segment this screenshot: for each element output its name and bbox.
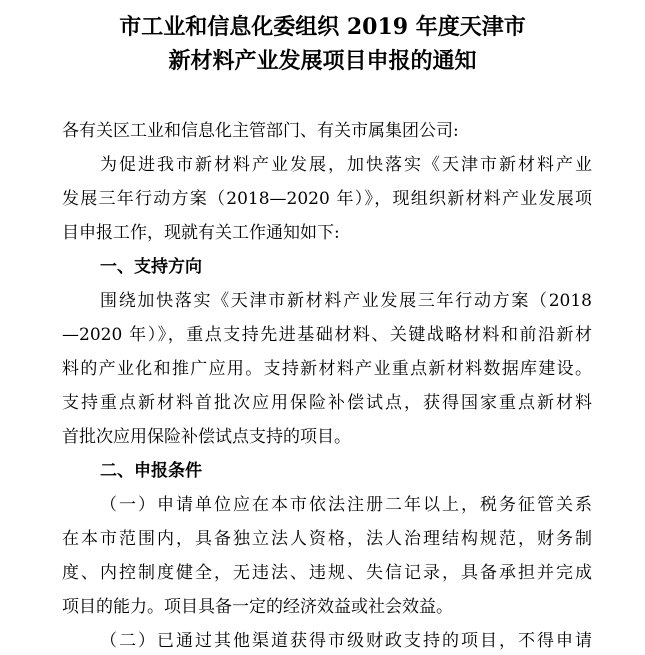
salutation: 各有关区工业和信息化主管部门、有关市属集团公司: — [62, 121, 459, 141]
intro-line-3: 目申报工作，现就有关工作通知如下: — [62, 223, 340, 243]
section-1-line-3: 料的产业化和推广应用。支持新材料产业重点新材料数据库建设。 — [62, 359, 592, 379]
document-title-line-1: 市工业和信息化委组织 2019 年度天津市 — [119, 14, 526, 40]
intro-line-2: 发展三年行动方案（2018—2020 年）》，现组织新材料产业发展项 — [62, 189, 592, 209]
section-2-item-1-line-3: 度、内控制度健全，无违法、违规、失信记录，具备承担并完成 — [62, 563, 592, 583]
document-title-line-2: 新材料产业发展项目申报的通知 — [168, 48, 477, 74]
section-1-line-1: 围绕加快落实《天津市新材料产业发展三年行动方案（2018 — [100, 291, 592, 311]
section-1-line-2: —2020 年）》，重点支持先进基础材料、关键战略材料和前沿新材 — [62, 325, 592, 345]
intro-line-1: 为促进我市新材料产业发展，加快落实《天津市新材料产业 — [100, 155, 592, 175]
section-1-line-4: 支持重点新材料首批次应用保险补偿试点，获得国家重点新材料 — [62, 393, 592, 413]
section-1-line-5: 首批次应用保险补偿试点支持的项目。 — [62, 427, 351, 447]
section-2-heading: 二、申报条件 — [100, 461, 202, 481]
section-2-item-1-line-1: （一）申请单位应在本市依法注册二年以上，税务征管关系 — [100, 495, 592, 515]
section-2-item-1-line-2: 在本市范围内，具备独立法人资格，法人治理结构规范，财务制 — [62, 529, 592, 549]
section-1-heading: 一、支持方向 — [100, 257, 202, 277]
section-2-item-2-line-1: （二）已通过其他渠道获得市级财政支持的项目，不得申请 — [100, 631, 592, 651]
section-2-item-1-line-4: 项目的能力。项目具备一定的经济效益或社会效益。 — [62, 597, 453, 617]
